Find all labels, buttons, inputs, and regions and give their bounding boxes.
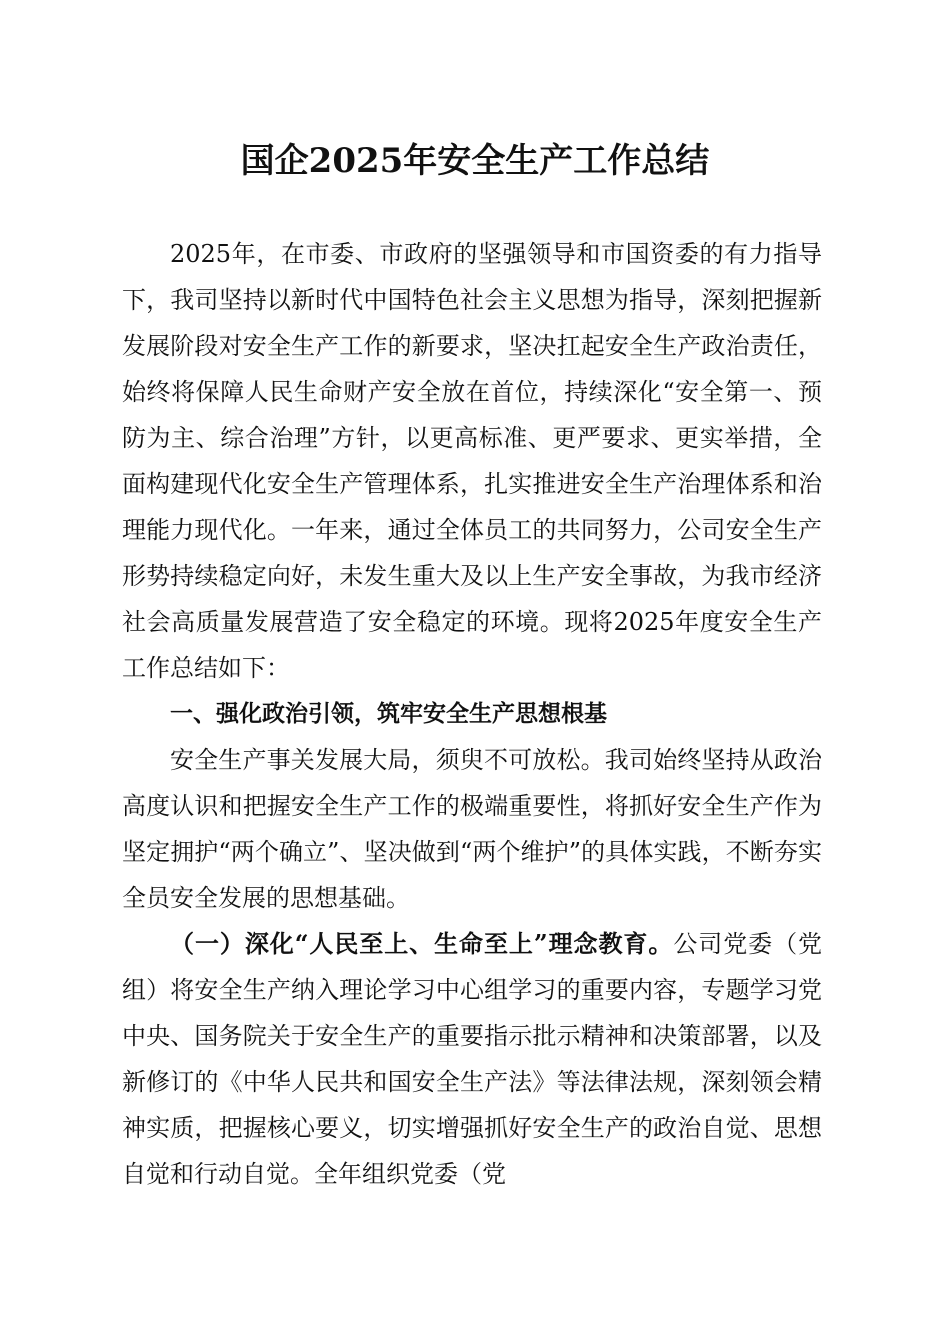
subsection-1-paragraph [122, 921, 822, 1197]
section-1-paragraph: 安全生产事关发展大局，须臾不可放松。我司始终坚持从政治高度认识和把握安全生产工作的极端重要性，将抓好安全生产作为坚定拥护“两个确立”、坚决做到“两个维护”的具体实践，不断夯实全员安全发展的思想基础。 [122, 746, 822, 912]
document-title: 国企2025年安全生产工作总结 [240, 141, 710, 181]
document-body [122, 231, 822, 1197]
intro-paragraph: 2025年，在市委、市政府的坚强领导和市国资委的有力指导下，我司坚持以新时代中国特色社会主义思想为指导，深刻把握新发展阶段对安全生产工作的新要求，坚决扛起安全生产政治责任，始终将保障人民生命财产安全放在首位，持续深化“安全第一、预防为主、综合治理”方针，以更高标准、更严要求、更实举措，全面构建现代化安全生产管理体系，扎实推进安全生产治理体系和治理能力现代化。一年来，通过全体员工的共同努力，公司安全生产形势持续稳定向好，未发生重大及以上生产安全事故，为我市经济社会高质量发展营造了安全稳定的环境。现将2025年度安全生产工作总结如下： [122, 240, 822, 682]
subsection-1-lead: （一）深化“人民至上、生命至上”理念教育。 [170, 929, 674, 958]
section-heading-1: 一、强化政治引领，筑牢安全生产思想根基 [170, 701, 607, 727]
subsection-1-body: 公司党委（党组）将安全生产纳入理论学习中心组学习的重要内容，专题学习党中央、国务院关于安全生产的重要指示批示精神和决策部署，以及新修订的《中华人民共和国安全生产法》等法律法规，深刻领会精神实质，把握核心要义，切实增强抓好安全生产的政治自觉、思想自觉和行动自觉。全年组织党委（党 [122, 930, 823, 1188]
